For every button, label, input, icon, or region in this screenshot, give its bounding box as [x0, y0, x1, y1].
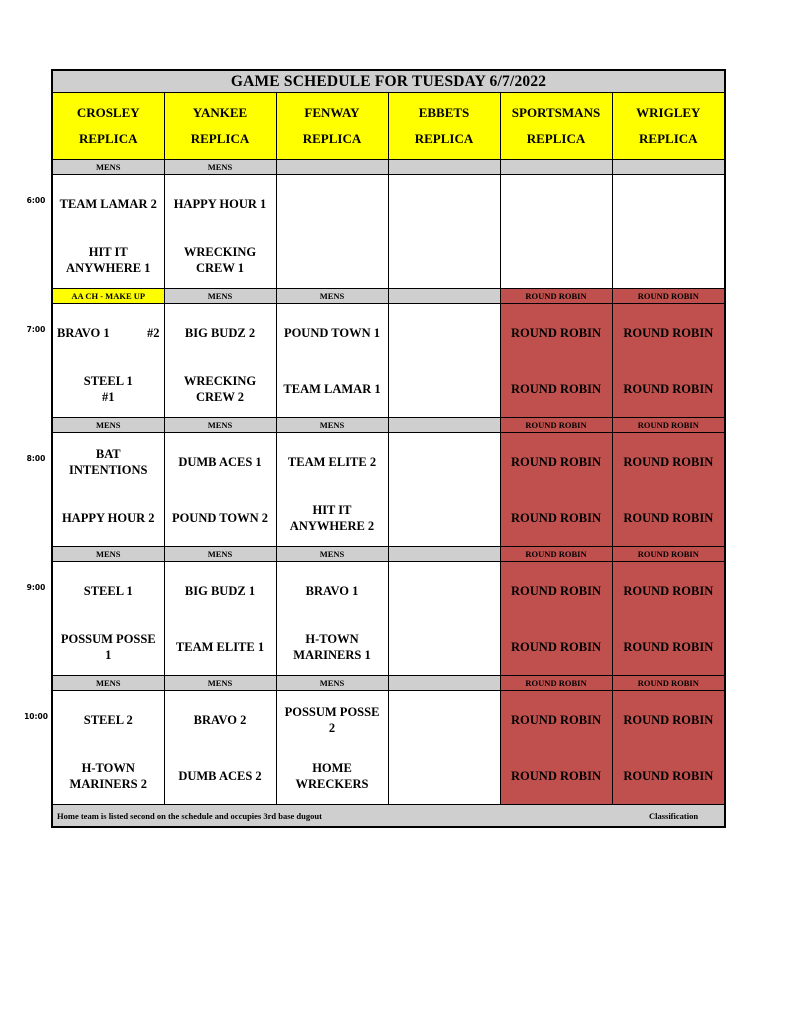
home-team	[501, 232, 612, 288]
game-cell	[500, 175, 612, 289]
game-cell	[612, 433, 725, 547]
game-cell	[276, 175, 388, 289]
team-name: BRAVO 1	[57, 325, 110, 340]
schedule-table	[51, 69, 726, 828]
game-cell	[388, 691, 500, 805]
classification-cell: MENS	[276, 289, 388, 304]
away-team: BIG BUDZ 1	[184, 583, 256, 598]
home-team: ROUND ROBIN	[623, 510, 714, 525]
away-team: ROUND ROBIN	[623, 583, 714, 598]
classification-cell: MENS	[164, 160, 276, 175]
away-team: ROUND ROBIN	[623, 712, 714, 727]
home-team: TEAM LAMAR 1	[283, 381, 381, 396]
home-team: HOME WRECKERS	[295, 760, 369, 791]
time-label: 7:00	[26, 324, 46, 334]
field-name: CROSLEY	[76, 105, 140, 120]
game-cell	[500, 433, 612, 547]
field-name: WRIGLEY	[636, 105, 701, 120]
game-cell	[52, 433, 164, 547]
classification-cell: ROUND ROBIN	[500, 289, 612, 304]
home-team: HAPPY HOUR 2	[61, 510, 155, 525]
away-team: ROUND ROBIN	[623, 454, 714, 469]
classification-row	[52, 547, 725, 562]
time-label: 9:00	[26, 582, 46, 592]
classification-cell: ROUND ROBIN	[612, 289, 725, 304]
away-team: BRAVO 1	[305, 583, 359, 598]
classification-cell	[388, 676, 500, 691]
away-team: ROUND ROBIN	[511, 583, 601, 598]
away-team: HAPPY HOUR 1	[173, 196, 267, 211]
home-team: ROUND ROBIN	[511, 381, 601, 396]
home-team	[389, 361, 500, 417]
away-team: ROUND ROBIN	[511, 712, 601, 727]
classification-cell: MENS	[276, 676, 388, 691]
classification-cell: ROUND ROBIN	[500, 547, 612, 562]
game-row	[52, 175, 725, 289]
field-name: SPORTSMANS	[511, 105, 601, 120]
game-cell	[52, 175, 164, 289]
classification-cell	[276, 160, 388, 175]
game-cell	[500, 562, 612, 676]
classification-cell	[500, 160, 612, 175]
home-team	[613, 232, 725, 288]
home-team: TEAM ELITE 1	[175, 639, 265, 654]
home-team: H-TOWN MARINERS 2	[69, 760, 147, 791]
classification-cell: ROUND ROBIN	[612, 418, 725, 433]
classification-legend: Classification	[648, 810, 699, 821]
game-cell	[164, 304, 276, 418]
classification-cell	[388, 289, 500, 304]
away-team: BRAVO 2	[193, 712, 247, 727]
classification-row	[52, 418, 725, 433]
away-team: STEEL 1	[83, 583, 133, 598]
game-cell	[612, 175, 725, 289]
game-cell	[388, 433, 500, 547]
game-cell	[164, 433, 276, 547]
field-name: YANKEE	[192, 105, 248, 120]
field-sub: REPLICA	[414, 131, 474, 146]
home-team	[389, 490, 500, 546]
field-sub: REPLICA	[190, 131, 250, 146]
time-label: 8:00	[26, 453, 46, 463]
away-team	[389, 305, 500, 361]
field-sub: REPLICA	[78, 131, 138, 146]
home-team: WRECKING CREW 2	[183, 373, 257, 404]
home-team	[389, 748, 500, 804]
away-team: BIG BUDZ 2	[184, 325, 256, 340]
away-team	[501, 176, 612, 232]
classification-cell: ROUND ROBIN	[500, 676, 612, 691]
away-team: DUMB ACES 1	[178, 454, 262, 469]
away-team	[277, 176, 388, 232]
home-team	[389, 232, 500, 288]
game-cell	[164, 175, 276, 289]
game-cell	[52, 691, 164, 805]
game-cell	[164, 691, 276, 805]
game-cell	[388, 562, 500, 676]
game-row	[52, 433, 725, 547]
field-header	[52, 93, 164, 160]
game-cell	[276, 691, 388, 805]
home-team: ROUND ROBIN	[623, 639, 714, 654]
game-cell	[164, 562, 276, 676]
game-cell	[388, 304, 500, 418]
away-team: TEAM LAMAR 2	[59, 196, 157, 211]
away-team	[389, 692, 500, 748]
classification-cell: MENS	[164, 547, 276, 562]
away-team	[389, 176, 500, 232]
away-team	[53, 305, 164, 361]
home-team: ROUND ROBIN	[511, 768, 601, 783]
game-cell	[276, 433, 388, 547]
away-team: POUND TOWN 1	[283, 325, 381, 340]
field-sub: REPLICA	[639, 131, 698, 146]
classification-cell: ROUND ROBIN	[612, 676, 725, 691]
home-team: ROUND ROBIN	[511, 639, 601, 654]
home-team: STEEL 1 #1	[83, 373, 133, 404]
game-cell	[276, 304, 388, 418]
home-team: H-TOWN MARINERS 1	[293, 631, 371, 662]
footer-cell	[52, 805, 725, 828]
away-team	[389, 434, 500, 490]
home-team: POUND TOWN 2	[171, 510, 269, 525]
field-sub: REPLICA	[302, 131, 362, 146]
classification-cell: MENS	[276, 547, 388, 562]
game-cell	[388, 175, 500, 289]
game-cell	[612, 562, 725, 676]
away-team: BAT INTENTIONS	[69, 446, 148, 477]
classification-row	[52, 160, 725, 175]
time-label: 6:00	[26, 195, 46, 205]
away-team: TEAM ELITE 2	[287, 454, 377, 469]
field-header	[276, 93, 388, 160]
schedule-body	[52, 70, 725, 827]
classification-cell: MENS	[276, 418, 388, 433]
field-sub: REPLICA	[526, 131, 586, 146]
field-header	[388, 93, 500, 160]
classification-cell: MENS	[52, 676, 164, 691]
home-team: POSSUM POSSE 1	[60, 631, 156, 662]
home-team: ROUND ROBIN	[511, 510, 601, 525]
classification-row	[52, 676, 725, 691]
classification-cell: ROUND ROBIN	[612, 547, 725, 562]
home-team: WRECKING CREW 1	[183, 244, 257, 275]
field-header	[164, 93, 276, 160]
game-cell	[276, 562, 388, 676]
footer-row	[52, 805, 725, 828]
field-name: FENWAY	[304, 105, 360, 120]
away-team: ROUND ROBIN	[511, 454, 601, 469]
classification-row	[52, 289, 725, 304]
away-team: ROUND ROBIN	[511, 325, 601, 340]
field-name: EBBETS	[418, 105, 470, 120]
classification-cell: MENS	[164, 418, 276, 433]
away-team	[389, 563, 500, 619]
away-team	[613, 176, 725, 232]
home-team: HIT IT ANYWHERE 1	[66, 244, 151, 275]
home-team: DUMB ACES 2	[178, 768, 262, 783]
home-team: ROUND ROBIN	[623, 381, 714, 396]
home-team: HIT IT ANYWHERE 2	[289, 502, 375, 533]
away-team: STEEL 2	[83, 712, 133, 727]
classification-cell	[388, 547, 500, 562]
classification-cell: ROUND ROBIN	[500, 418, 612, 433]
title-row	[52, 70, 725, 93]
home-team	[389, 619, 500, 675]
game-cell	[500, 304, 612, 418]
classification-cell: MENS	[52, 547, 164, 562]
away-team: ROUND ROBIN	[623, 325, 714, 340]
home-team: ROUND ROBIN	[623, 768, 714, 783]
away-team: POSSUM POSSE 2	[284, 704, 380, 735]
field-header	[500, 93, 612, 160]
classification-cell	[612, 160, 725, 175]
home-team	[277, 232, 388, 288]
field-header	[612, 93, 725, 160]
game-cell	[52, 562, 164, 676]
classification-cell: MENS	[164, 676, 276, 691]
game-row	[52, 562, 725, 676]
time-label: 10:00	[24, 711, 48, 721]
home-team-note: Home team is listed second on the schedule and occupies 3rd base dugout	[57, 810, 322, 821]
game-cell	[612, 304, 725, 418]
classification-cell: MENS	[52, 418, 164, 433]
game-cell	[52, 304, 164, 418]
schedule-title: GAME SCHEDULE FOR TUESDAY 6/7/2022	[52, 70, 725, 93]
game-cell	[500, 691, 612, 805]
classification-cell	[388, 418, 500, 433]
game-row	[52, 691, 725, 805]
game-row	[52, 304, 725, 418]
classification-cell	[388, 160, 500, 175]
classification-cell: AA CH - MAKE UP	[52, 289, 164, 304]
classification-cell: MENS	[52, 160, 164, 175]
game-cell	[612, 691, 725, 805]
classification-cell: MENS	[164, 289, 276, 304]
field-header-row	[52, 93, 725, 160]
seed-label: #2	[147, 325, 160, 340]
